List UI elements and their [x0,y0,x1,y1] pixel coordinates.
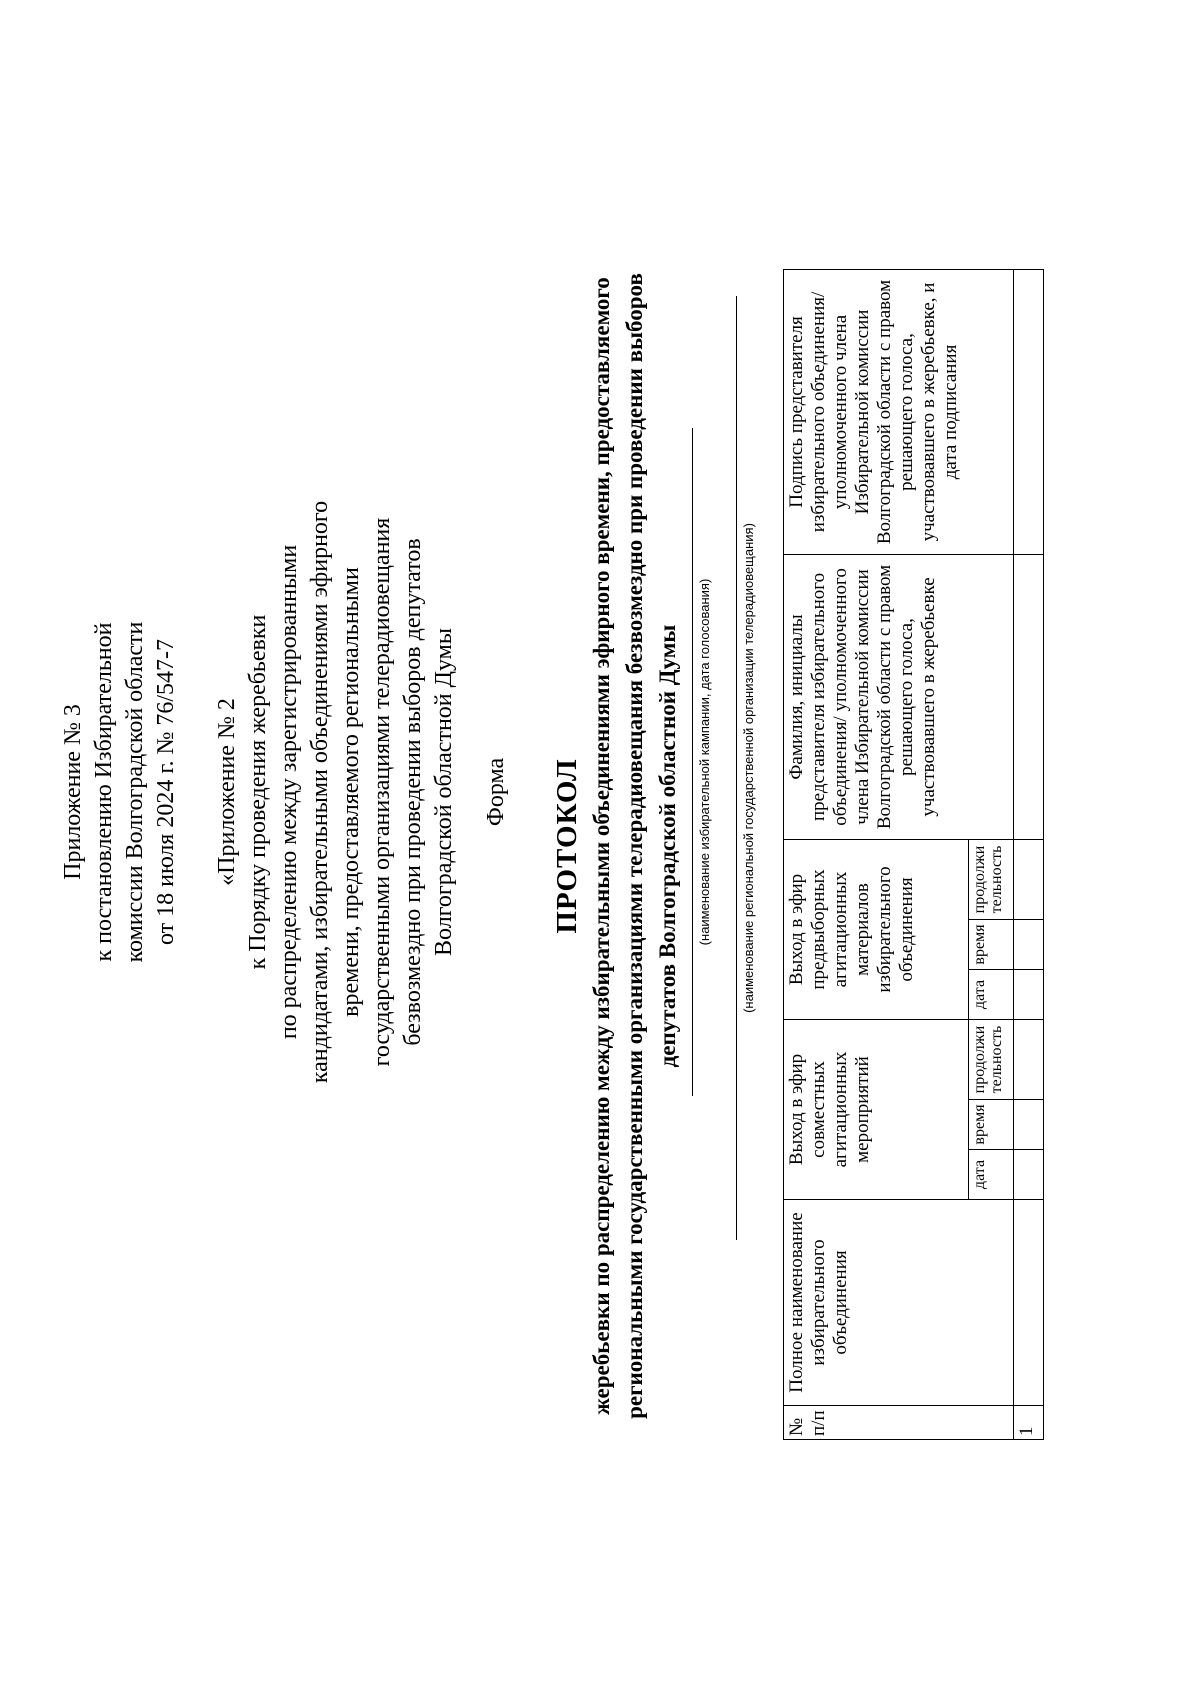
subheader-duration: продолжи тельность [969,1020,1014,1100]
order-line: безвозмездно при проведении выборов депутатов [400,538,426,1046]
subheader-date: дата [969,1150,1014,1200]
table-cell [1014,920,1044,970]
appendix-line: от 18 июля 2024 г. № 76/547-7 [153,638,179,946]
order-line: государственными организациями телерадиовещания [369,517,395,1067]
row-number: 1 [1014,1406,1044,1440]
appendix-line: к постановлению Избирательной [91,622,117,962]
table-cell [1014,839,1044,919]
table-cell [1014,1020,1044,1100]
organization-fill-line [736,296,737,1240]
subheader-time: время [969,1100,1014,1150]
order-line: Волгоградской областной Думы [431,628,457,956]
order-line: по распределению между зарегистрированными [276,544,302,1040]
header-party-name: Полное наименование избирательного объединения [784,1200,1014,1406]
order-line: «Приложение № 2 [214,698,240,886]
subheader-time: время [969,920,1014,970]
subheader-date: дата [969,970,1014,1020]
order-reference [212,292,460,1292]
appendix-line: комиссии Волгоградской области [122,621,148,963]
header-number: № п/п [784,1406,1014,1440]
table-cell [1014,970,1044,1020]
table-cell [1014,1100,1044,1150]
protocol-subtitle-line: жеребьевки по распределению между избирательными объединениями эфирного времени, предоставляемого [589,277,614,1415]
protocol-table [783,269,1044,1440]
header-representative: Фамилия, инициалы представителя избирательного объединения/ уполномоченного члена Избирательной комиссии Волгоградской области с правом решающего голоса, участвовавшего в жеребьевке [784,554,1014,839]
protocol-heading: ПРОТОКОЛ [551,758,583,934]
protocol-title [549,0,684,1692]
order-line: к Порядку проведения жеребьевки [245,614,271,970]
organization-caption: (наименование региональной государственной организации телерадиовещания) [741,523,756,1013]
table-cell [1014,269,1044,554]
campaign-fill-line [692,428,693,1096]
table-cell [1014,1150,1044,1200]
header-row [784,269,969,1439]
header-campaign-materials: Выход в эфир предвыборных агитационных материалов избирательного объединения [784,839,969,1019]
appendix-line: Приложение № 3 [60,704,86,880]
table-cell [1014,1200,1044,1406]
form-label: Форма [483,757,509,827]
appendix-header [58,292,182,1292]
order-line: времени, предоставляемого региональными [338,567,364,1017]
campaign-caption: (наименование избирательной кампании, дата голосования) [697,578,712,946]
order-line: кандидатами, избирательными объединениями эфирного [307,500,333,1084]
table-cell [1014,554,1044,839]
subheader-duration: продолжи тельность [969,839,1014,919]
protocol-subtitle-line: региональными государственными организациями телерадиовещания безвозмездно при проведении выборов [622,273,647,1419]
header-joint-events: Выход в эфир совместных агитационных мероприятий [784,1020,969,1200]
table-row [1014,269,1044,1439]
header-signature: Подпись представителя избирательного объединения/ уполномоченного члена Избирательной комиссии Волгоградской области с правом решающего голоса, участвовавшего в жеребьевке, и дата подписания [784,269,1014,554]
protocol-subtitle-line: депутатов Волгоградской областной Думы [655,624,680,1068]
